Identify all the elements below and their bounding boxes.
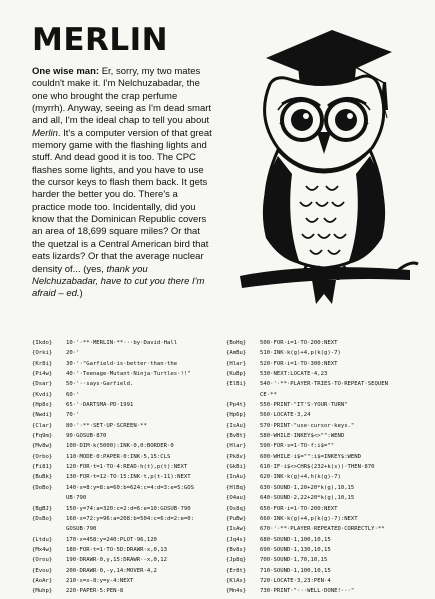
code-line [226,483,418,493]
checksum: {Orou} [32,557,53,564]
code-text: 30·'·"Garfield·is·better·than·the [66,360,178,367]
article-title: MERLIN [32,22,169,58]
code-line [32,504,214,514]
checksum: {BuBk} [32,474,53,481]
checksum: {Pi4w} [32,371,53,378]
code-text: 65·'·DARTSMA·PD·1991 [66,402,134,409]
basic-listing-left [32,338,214,597]
code-line [226,400,418,410]
checksum: {Hlar} [226,360,247,367]
code-line [32,379,214,389]
intro-lead: One wise man: [32,66,100,77]
checksum: {DoBo} [32,484,53,491]
code-text: 610·IF·i$<>CHR$(232+k(s))·THEN·870 [260,464,375,471]
code-line [226,555,418,565]
checksum: {Hlar} [226,443,247,450]
checksum: {Bv8s} [226,546,247,553]
code-text: 630·SOUND·1,20+20*k(g),10,15 [260,484,355,491]
intro-text-2: . It's a computer version of that great memory game with the flashing lights and stuff. And dead good it is too. The CPC flashes some lights, and you have to use the cursor keys to flash them back. It gets harder the better you do. There's a practice mode too. Incidentally, did you know that the Dominican Republic covers an area of 18,699 square miles? Or that the quetzal is a Central American bird that eats lizards? Or that the average nuclear density of... (yes, [32,127,212,275]
code-line [32,452,214,462]
checksum: {PuBw} [226,515,247,522]
code-text: 160·x=72:y=96:a=208:b=504:c=6:d=2:e=0: [66,515,194,522]
code-text: 660·INK·k(g)+4,p(k(g)-7):NEXT [260,515,358,522]
code-line [226,566,418,576]
code-text: 130·FOR·t=12·TO·15:INK·t,p(t-11):NEXT [66,474,191,481]
intro-end: ) [79,288,83,300]
code-text: 510·INK·k(g)+4,p(k(g)-7) [260,350,341,357]
code-text: 210·x=x-8:y=y-4:NEXT [66,577,134,584]
code-text: 620·INK·k(g)+4,h(k(g)-7) [260,474,341,481]
code-line [226,535,418,545]
code-line [32,545,214,555]
code-line [32,514,214,524]
code-line [32,586,214,596]
checksum: {Dsar} [32,381,53,388]
code-line [32,555,214,565]
code-line [226,359,418,369]
code-line [32,338,214,348]
code-line [32,576,214,586]
code-text: 590·FOR·s=1·TO·f:i$="" [260,443,335,450]
checksum: {Hp6p} [226,412,247,419]
code-text: 50·'··says·Garfield. [66,381,134,388]
checksum: {O4au} [226,495,247,502]
code-text: 550·PRINT·"IT'S·YOUR·TURN" [260,402,348,409]
code-line [32,566,214,576]
checksum: {IsAw} [226,526,247,533]
code-line [226,504,418,514]
code-line-continuation: UB·790 [66,495,87,502]
code-line [32,390,214,400]
code-text: 220·PAPER·5:PEN·8 [66,588,124,595]
article-intro [32,66,212,301]
code-line [32,400,214,410]
intro-aside: thank you Nelchuzabadar, have to cut you there I'm afraid – ed. [32,263,205,300]
code-text: 70·' [66,412,80,419]
code-text: 670·'·**·PLAYER·REPEATED·CORRECTLY·** [260,526,385,533]
code-text: 40·'·Teenage·Mutant·Ninja·Turtles·!!" [66,371,191,378]
code-line [32,410,214,420]
code-line [226,369,418,379]
checksum: {DsBo} [32,515,53,522]
code-text: 710·SOUND·1,100,10,15 [260,567,331,574]
code-line-continuation: GOSUB·790 [66,526,97,533]
checksum: {Pk8v} [226,453,247,460]
checksum: {InAu} [226,474,247,481]
intro-text-1: Er, sorry, my two mates couldn't make it. I'm Nelchuzabadar, the one who brought the crap perfume (myrrh). Anyway, seeing as I'm dead smart and all, I'm the ideal chap to tell you about [32,66,212,127]
code-line [32,421,214,431]
code-text: 530·NEXT:LOCATE·4,23 [260,371,328,378]
checksum: {Kvdi} [32,391,53,398]
code-line [32,472,214,482]
code-line [32,535,214,545]
code-line [226,431,418,441]
code-text: 60·' [66,391,80,398]
code-text: 120·FOR·t=1·TO·4:READ·h(t),p(t):NEXT [66,464,188,471]
code-line [32,483,214,493]
checksum: {HlBq} [226,484,247,491]
code-line [226,472,418,482]
checksum: {Nwdi} [32,412,53,419]
checksum: {Orki} [32,350,53,357]
checksum: {IsAu} [226,422,247,429]
checksum: {Kr8i} [32,360,53,367]
code-line [226,586,418,596]
checksum: {BoHq} [226,340,247,346]
owl-with-mortarboard-icon [220,14,420,314]
basic-listing-right [226,338,418,597]
checksum: {Mx4w} [32,546,53,553]
code-text: 640·SOUND·2,22+20*k(g),10,15 [260,495,355,502]
checksum: {Pp4t} [226,402,247,409]
code-line [226,441,418,451]
checksum: {Mv8w} [32,443,53,450]
code-line [32,359,214,369]
checksum: {GkBi} [226,464,247,471]
code-line [226,348,418,358]
code-line [226,462,418,472]
code-text: 170·x=458:y=240:PLOT·96,120 [66,536,157,543]
code-line [226,524,418,534]
code-text: 150·y=74:a=320:c=2:d=6:e=10:GOSUB·790 [66,505,191,512]
code-text: 690·SOUND·1,130,10,15 [260,546,331,553]
code-line-continuation: CE·** [260,391,277,398]
code-line [32,431,214,441]
checksum: {Fq9m} [32,433,53,440]
code-text: 540·'·**·PLAYER·TRIES·TO·REPEAT·SEQUEN [260,381,388,388]
checksum: {Clar} [32,422,53,429]
code-text: 10·'·**·MERLIN·**···by·David·Hall [66,340,178,346]
checksum: {Muhp} [32,588,53,595]
code-text: 560·LOCATE·3,24 [260,412,311,419]
code-line [226,379,418,389]
code-text: 20·' [66,350,80,357]
code-text: 80·'·**·SET·UP·SCREEN·** [66,422,147,429]
code-line [226,410,418,420]
checksum: {ElBi} [226,381,247,388]
code-text: 680·SOUND·1,100,10,15 [260,536,331,543]
code-line [226,576,418,586]
code-line [226,421,418,431]
code-text: 720·LOCATE·3,23:PEN·4 [260,577,331,584]
checksum: {Hp8s} [32,402,53,409]
checksum: {AmBu} [226,350,247,357]
code-text: 520·FOR·i=1·TO·300:NEXT [260,360,338,367]
checksum: {BgBJ} [32,505,53,512]
code-line [226,338,418,348]
checksum: {KlAs} [226,577,247,584]
checksum: {Orbo} [32,453,53,460]
code-line [32,441,214,451]
code-line [32,369,214,379]
checksum: {Mn4s} [226,588,247,595]
code-text: 100·DIM·k(5000):INK·0,0:BORDER·0 [66,443,174,450]
checksum: {Ikdo} [32,340,53,346]
code-text: 600·WHILE·i$="":i$=INKEY$:WEND [260,453,362,460]
intro-title-ref: Merlin [32,127,58,139]
code-text: 90·GOSUB·870 [66,433,107,440]
code-text: 730·PRINT·"···WELL·DONE!···" [260,588,355,595]
code-text: 190·DRAWR·0,y,15:DRAWR·-x,0,12 [66,557,168,564]
code-line [226,452,418,462]
checksum: {AoAr} [32,577,53,584]
code-text: 570·PRINT·"use·cursor·keys." [260,422,355,429]
code-text: 580·WHILE·INKEY$<>"":WEND [260,433,345,440]
code-text: 500·FOR·i=1·TO·200:NEXT [260,340,338,346]
code-line [226,545,418,555]
checksum: {Jp8q} [226,557,247,564]
code-text: 700·SOUND·1,70,10,15 [260,557,328,564]
code-line [226,514,418,524]
code-text: 140·x=8:y=8:a=60:b=624:c=4:d=3:e=5:GOS [66,484,194,491]
code-line [32,462,214,472]
checksum: {Ltdu} [32,536,53,543]
code-text: 650·FOR·i=1·TO·200:NEXT [260,505,338,512]
code-text: 180·FOR·t=1·TO·5D:DRAWR·x,0,13 [66,546,168,553]
checksum: {Fi81} [32,464,53,471]
checksum: {Jq4s} [226,536,247,543]
code-line [32,348,214,358]
checksum: {BvBt} [226,433,247,440]
checksum: {Evou} [32,567,53,574]
checksum: {Os8q} [226,505,247,512]
code-line [226,493,418,503]
code-text: 200·DRAWR·0,-y,14:MOVER·4,2 [66,567,157,574]
checksum: {Er8t} [226,567,247,574]
checksum: {KuBp} [226,371,247,378]
code-text: 110·MODE·0:PAPER·0:INK·5,15:CLS [66,453,171,460]
